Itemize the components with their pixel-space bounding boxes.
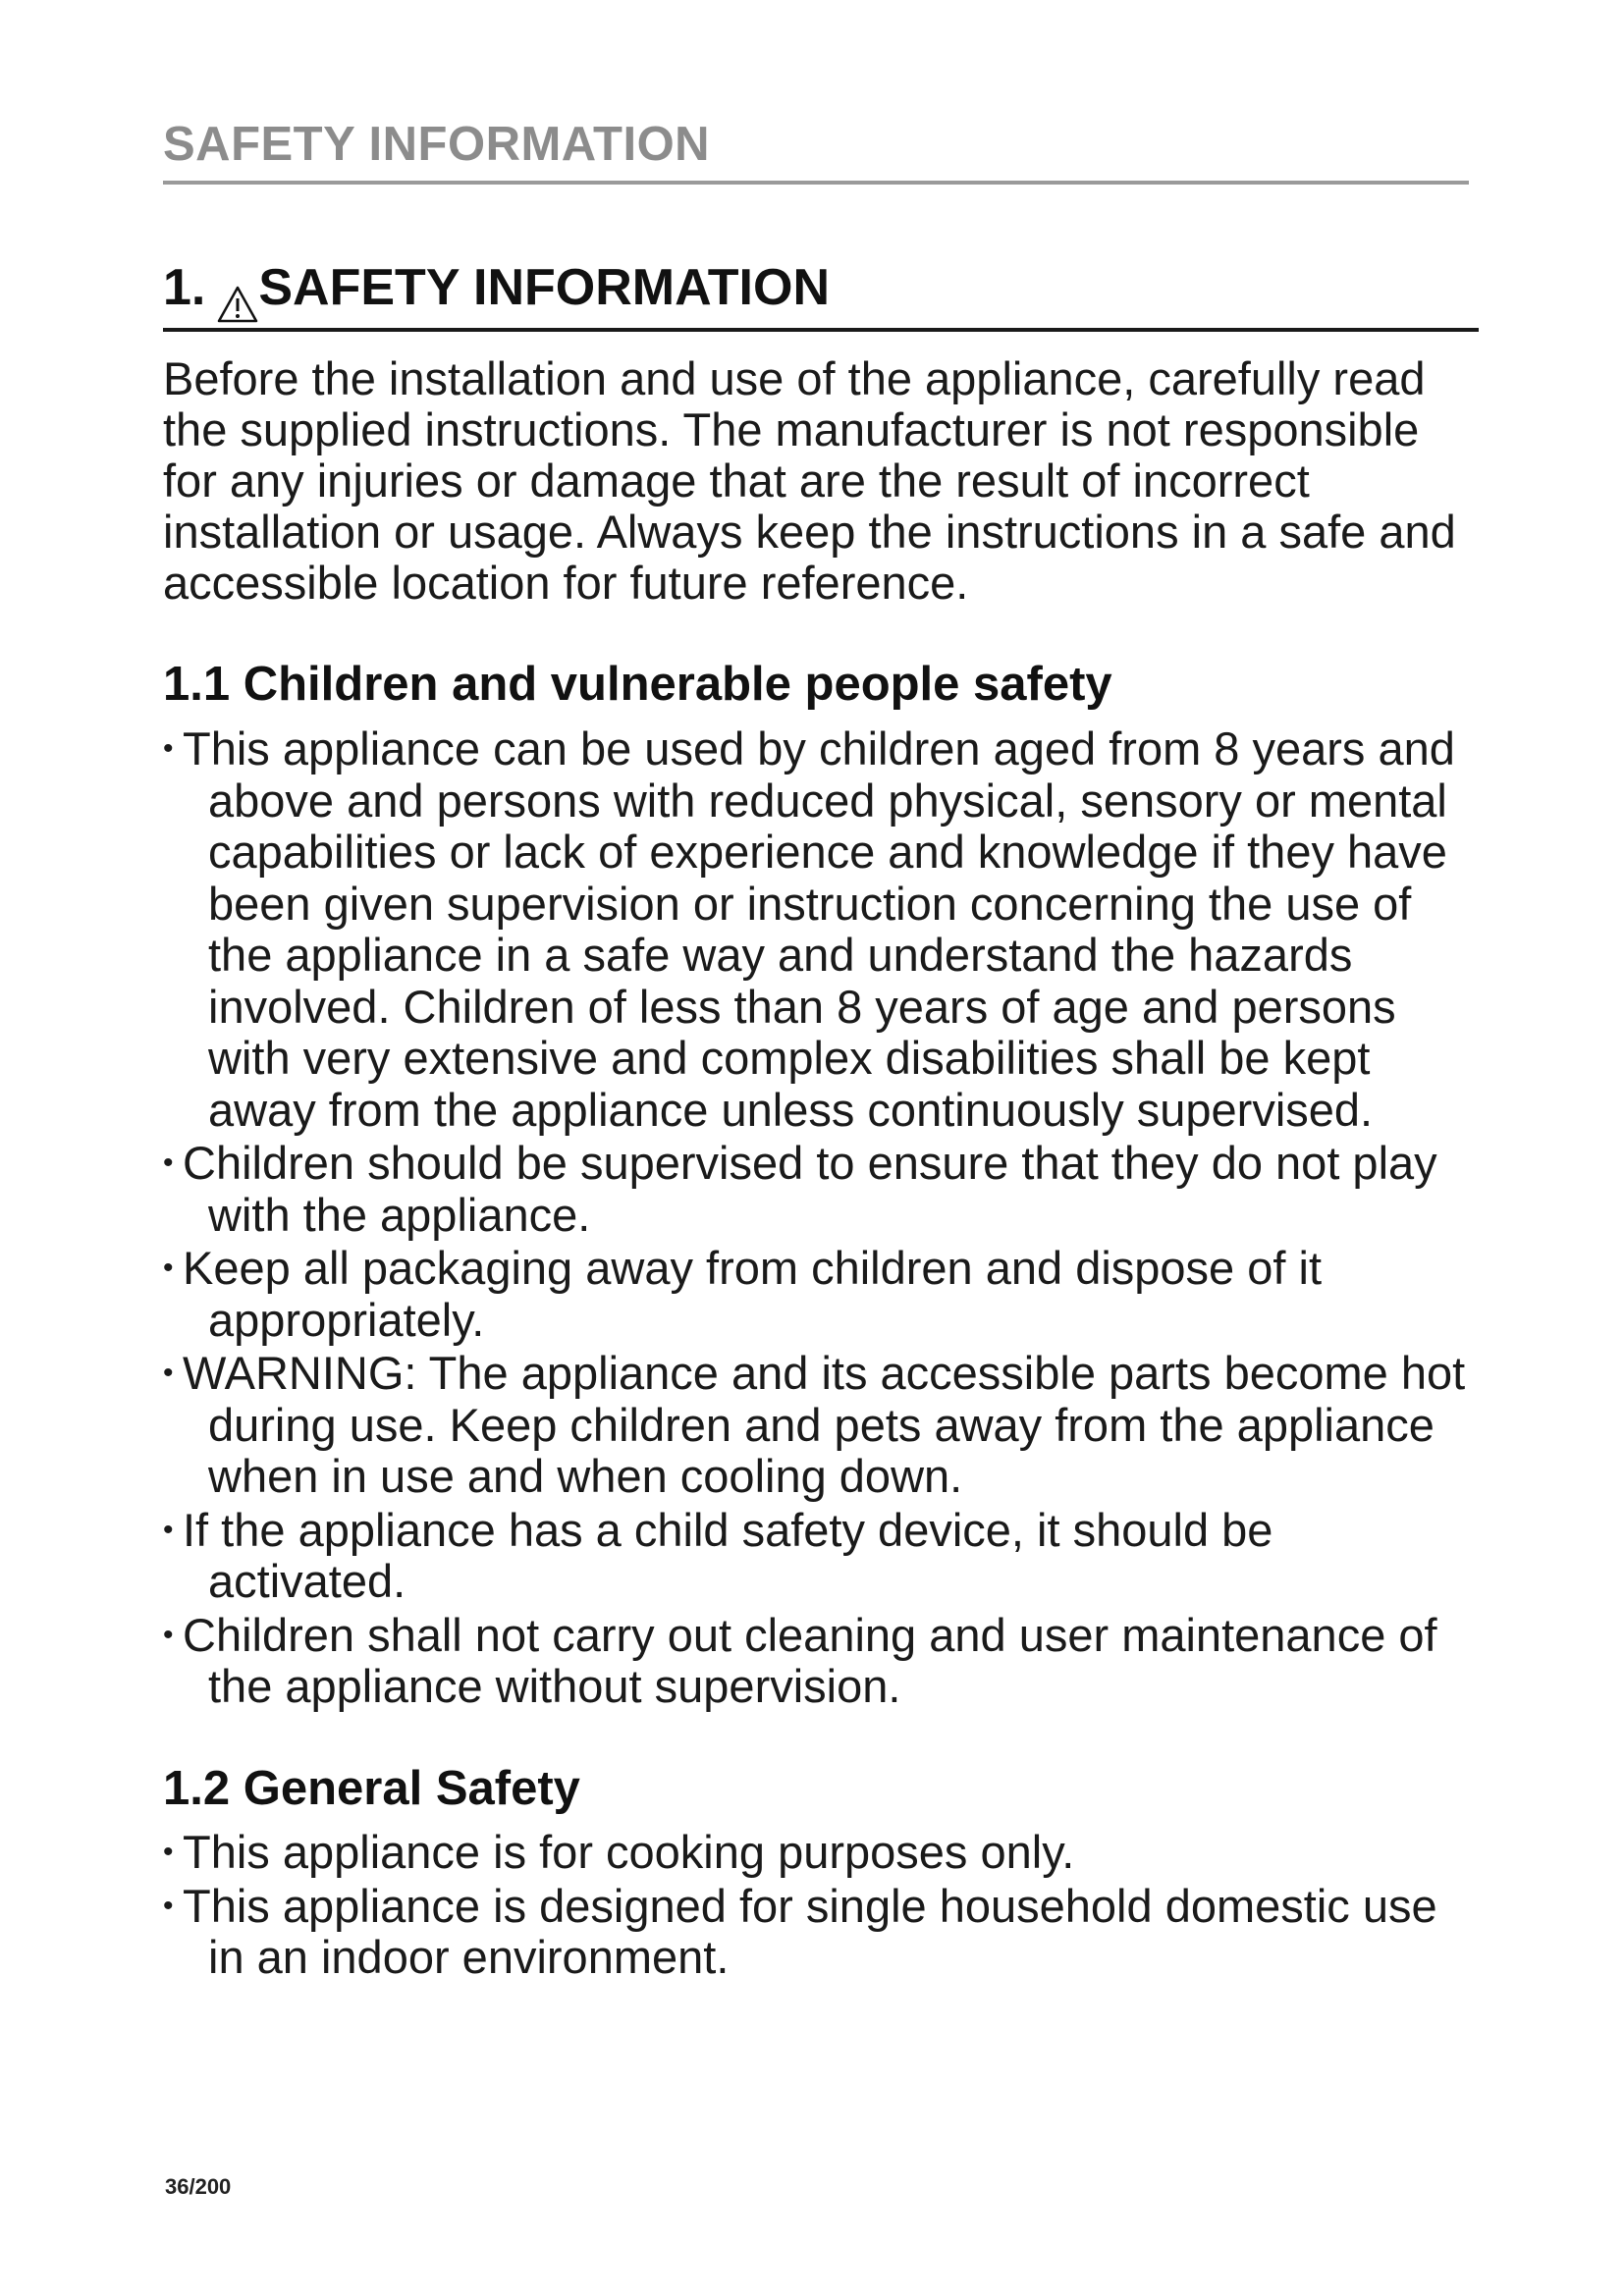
list-item [163, 723, 1479, 1136]
running-header-title: SAFETY INFORMATION [163, 118, 711, 171]
section-number: 1. [163, 259, 206, 316]
list-item [163, 1881, 1479, 1984]
bullet-icon: • [163, 1252, 174, 1285]
bullet-icon: • [163, 1618, 174, 1651]
list-item-text: This appliance can be used by children aged from 8 years and above and persons with reduced physical, sensory or mental capabilities or lack of experience and knowledge if they have been given supervision or instruction concerning the use of the appliance in a safe way and understand the hazards involved. Children of less than 8 years of age and persons with very extensive and complex disabilities shall be kept away from the appliance unless continuously supervised. [183, 722, 1455, 1136]
list-item-text: This appliance is for cooking purposes only. [183, 1826, 1075, 1879]
list-item [163, 1610, 1479, 1713]
list-item-text: Children shall not carry out cleaning and user maintenance of the appliance without supervision. [183, 1608, 1437, 1713]
page-number: 36/200 [165, 2174, 232, 2199]
bullet-icon: • [163, 732, 174, 766]
intro-paragraph: Before the installation and use of the appliance, carefully read the supplied instructions. The manufacturer is not responsible for any injuries or damage that are the result of incorrect installation or usage. Always keep the instructions in a safe and accessible location for future reference. [163, 352, 1456, 610]
list-item-text: This appliance is designed for single household domestic use in an indoor environment. [183, 1879, 1437, 1984]
general-safety-heading: 1.2 General Safety [163, 1761, 580, 1815]
list-item [163, 1138, 1479, 1241]
children-safety-heading: 1.1 Children and vulnerable people safety [163, 658, 1112, 712]
page-content [163, 257, 1479, 1986]
bullet-icon: • [163, 1357, 174, 1390]
children-safety-list [163, 723, 1479, 1713]
page-header [163, 116, 1469, 185]
bullet-icon: • [163, 1836, 174, 1869]
warning-triangle-icon [217, 277, 258, 316]
list-item [163, 1827, 1479, 1879]
bullet-icon: • [163, 1889, 174, 1922]
list-item [163, 1243, 1479, 1346]
list-item-text: WARNING: The appliance and its accessible parts become hot during use. Keep children and pets away from the appliance when in use and when cooling down. [183, 1347, 1466, 1503]
bullet-icon: • [163, 1513, 174, 1546]
section-divider [163, 328, 1479, 332]
general-safety-list [163, 1827, 1479, 1984]
list-item-text: If the appliance has a child safety device, it should be activated. [183, 1503, 1273, 1608]
list-item [163, 1505, 1479, 1608]
list-item [163, 1348, 1479, 1503]
list-item-text: Children should be supervised to ensure that they do not play with the appliance. [183, 1137, 1437, 1241]
section-title: SAFETY INFORMATION [258, 259, 830, 316]
header-divider [163, 181, 1469, 185]
list-item-text: Keep all packaging away from children and dispose of it appropriately. [183, 1242, 1323, 1346]
bullet-icon: • [163, 1147, 174, 1180]
section-heading [163, 257, 1479, 318]
